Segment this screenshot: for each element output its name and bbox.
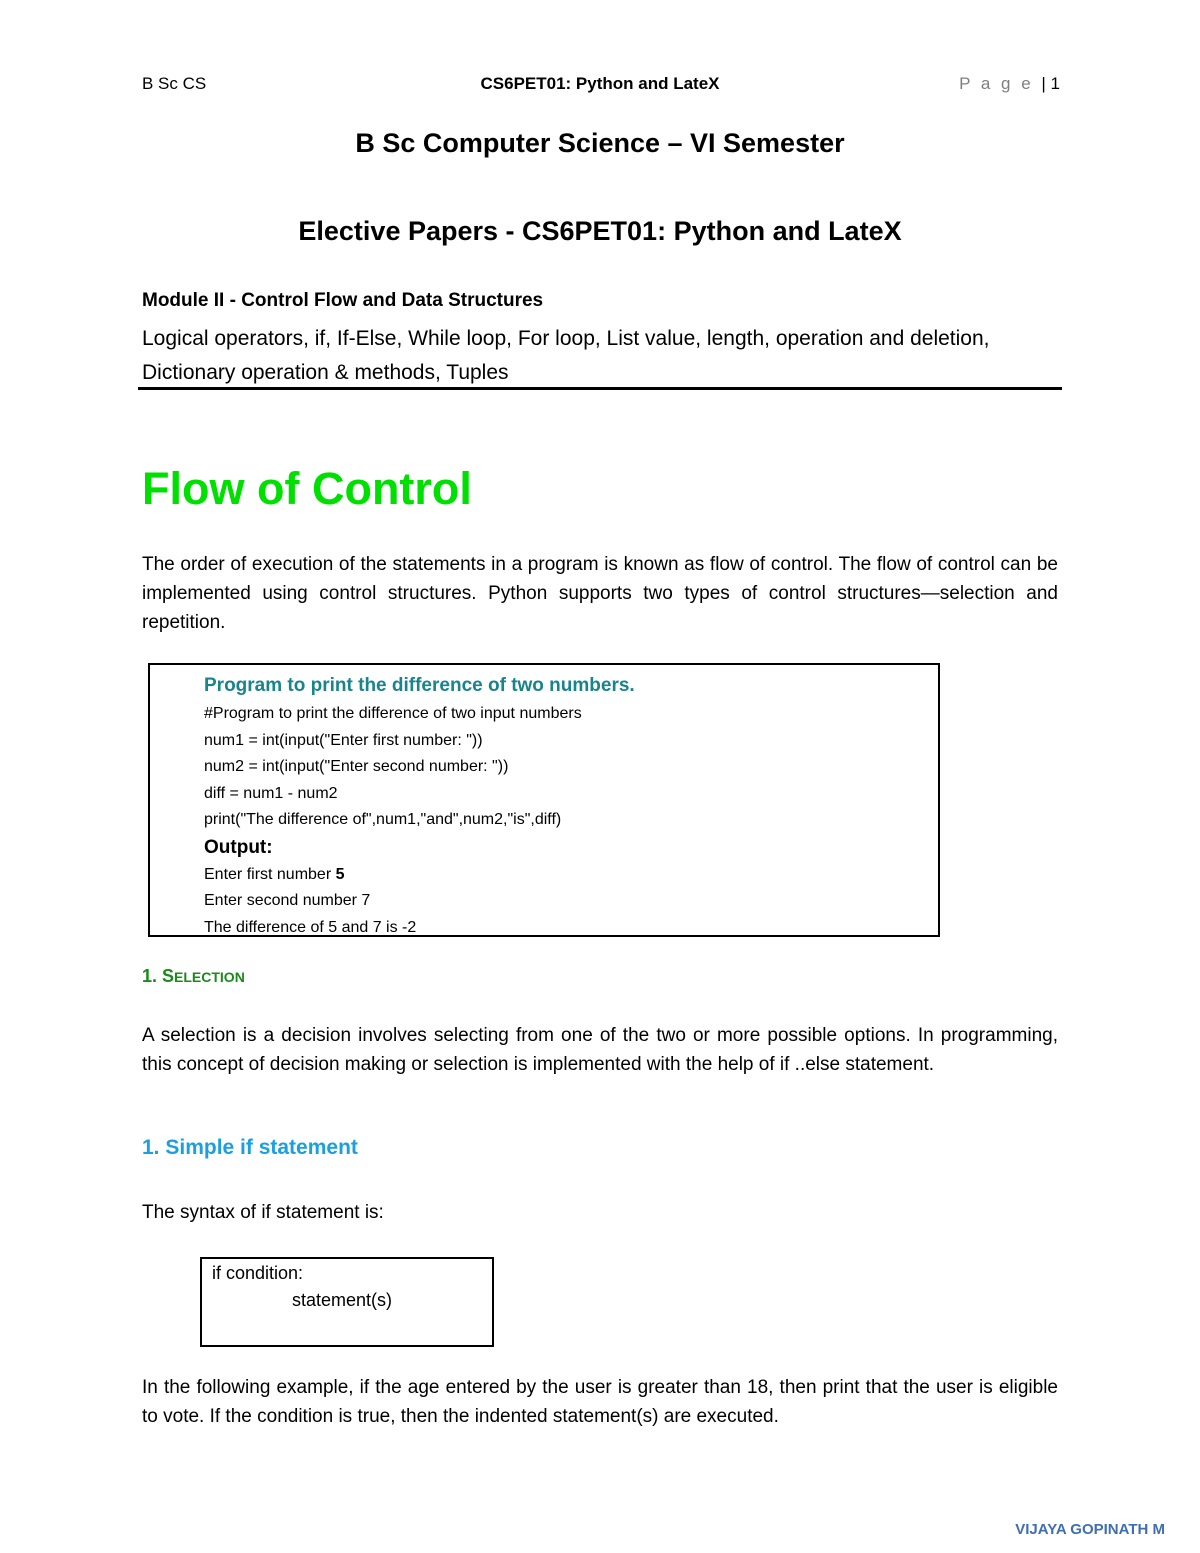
document-subtitle: Elective Papers - CS6PET01: Python and LateX — [298, 216, 902, 246]
section-initial: S — [162, 966, 175, 986]
document-title: B Sc Computer Science – VI Semester — [355, 128, 845, 158]
footer-author: VIJAYA GOPINATH M — [1015, 1521, 1165, 1538]
section-heading-selection — [142, 966, 245, 987]
output-value: 5 — [335, 865, 345, 883]
syntax-box — [200, 1257, 494, 1347]
code-line: num2 = int(input("Enter second number: ")) — [204, 758, 509, 775]
output-line — [204, 862, 635, 889]
section-heading-simple-if: 1. Simple if statement — [142, 1136, 358, 1159]
intro-paragraph: The order of execution of the statements in a program is known as flow of control. The flow of control can be implemented using control structures. Python supports two types of control structures—selection and repetition. — [142, 554, 1058, 633]
program-content — [204, 671, 635, 941]
module-description: Logical operators, if, If-Else, While loop, For loop, List value, length, operation and deletion, Dictionary operation & methods, Tuples — [142, 327, 990, 384]
output-text: The difference of 5 and 7 is -2 — [204, 918, 417, 936]
module-title: Module II - Control Flow and Data Structures — [142, 290, 544, 311]
header-title: CS6PET01: Python and LateX — [480, 74, 720, 93]
selection-paragraph: A selection is a decision involves selecting from one of the two or more possible options. In programming, this concept of decision making or selection is implemented with the help of if ..else statement. — [142, 1025, 1058, 1075]
page-separator: | — [1041, 74, 1051, 93]
page-word: P a g e — [959, 74, 1034, 93]
header-left: B Sc CS — [142, 74, 207, 93]
code-line: #Program to print the difference of two input numbers — [204, 705, 582, 722]
output-value: 7 — [361, 892, 371, 909]
code-line: diff = num1 - num2 — [204, 784, 338, 802]
output-label: Output: — [204, 836, 273, 858]
program-title: Program to print the difference of two numbers. — [204, 675, 635, 696]
output-line — [204, 888, 635, 915]
program-box — [148, 663, 940, 937]
syntax-label: The syntax of if statement is: — [142, 1202, 384, 1223]
output-line — [204, 915, 635, 942]
page-number: 1 — [1050, 74, 1060, 93]
section-heading-flow-of-control: Flow of Control — [142, 463, 472, 514]
syntax-line: if condition: — [212, 1263, 304, 1283]
output-text: Enter first number — [204, 865, 336, 883]
code-line: num1 = int(input("Enter first number: ")) — [204, 731, 483, 749]
syntax-line: statement(s) — [292, 1290, 393, 1310]
section-rest: ELECTION — [174, 969, 245, 985]
page-indicator — [930, 74, 1060, 94]
output-text: Enter second number — [204, 892, 362, 909]
section-number: 1. — [142, 966, 163, 986]
code-line: print("The difference of",num1,"and",num2,"is",diff) — [204, 811, 562, 828]
example-paragraph: In the following example, if the age entered by the user is greater than 18, then print that the user is eligible to vote. If the condition is true, then the indented statement(s) are executed. — [142, 1377, 1058, 1427]
horizontal-rule — [138, 387, 1062, 390]
